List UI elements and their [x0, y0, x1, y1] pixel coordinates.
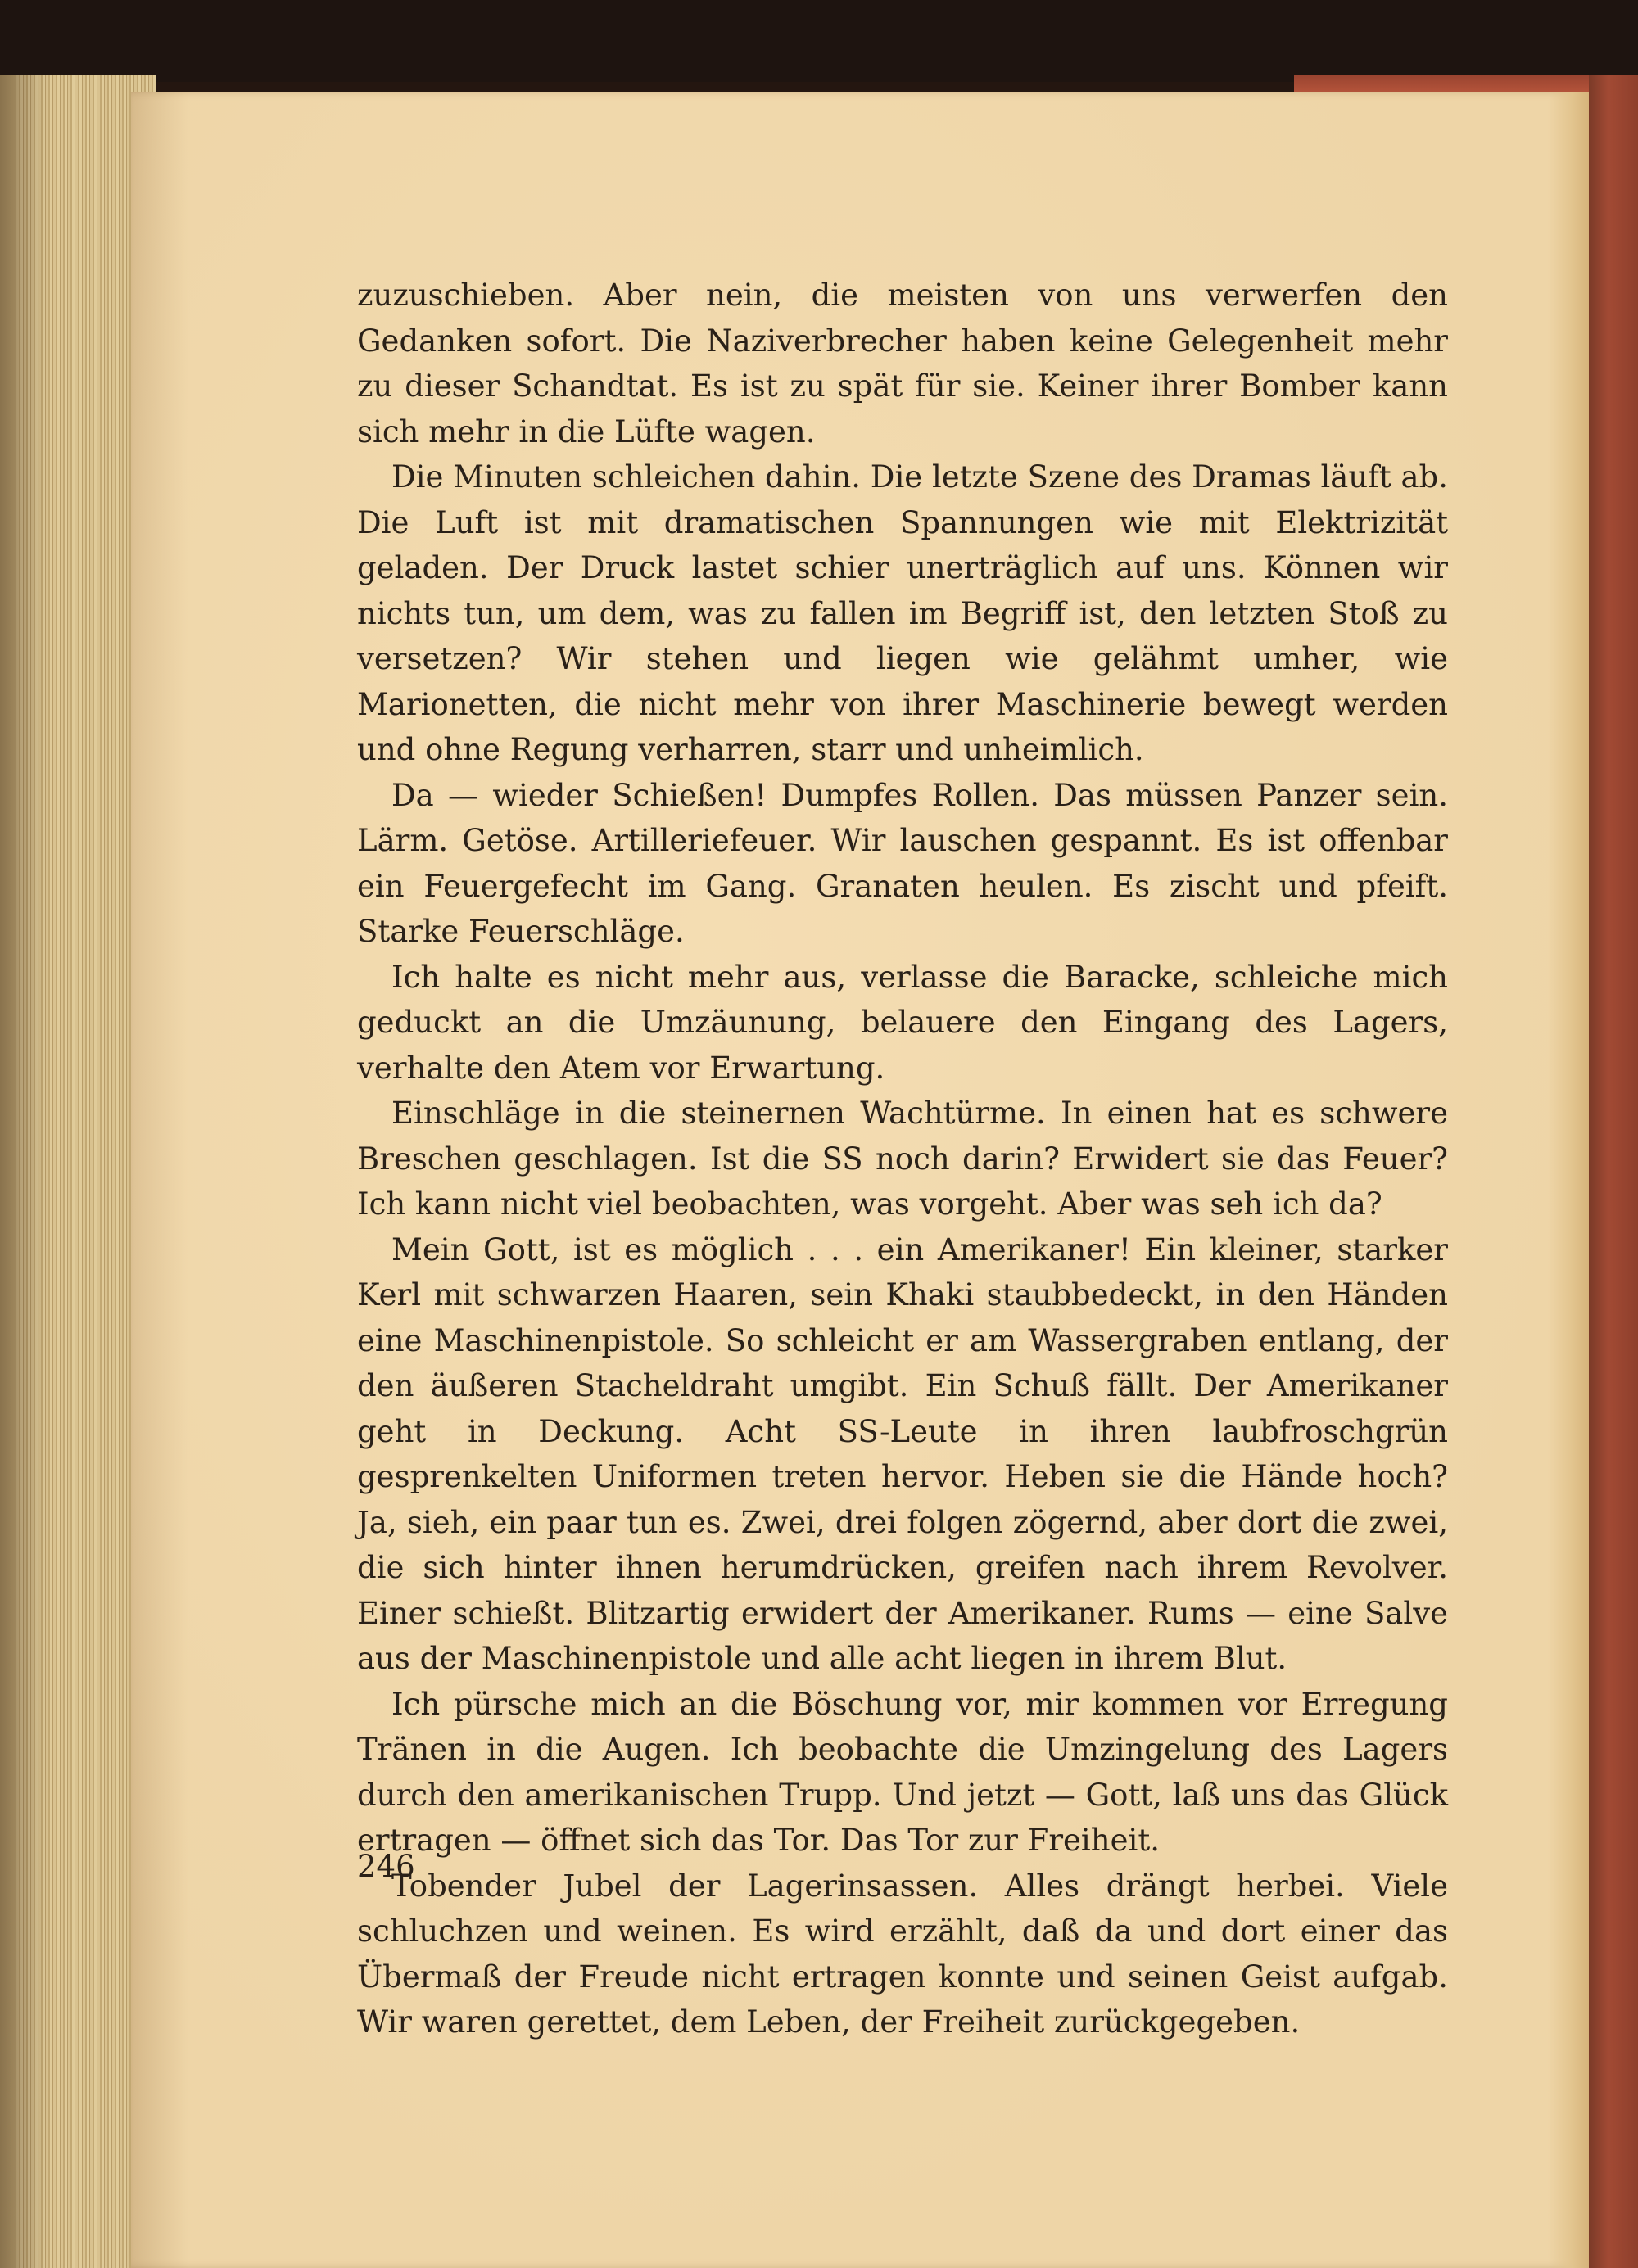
background — [0, 0, 1638, 82]
page-edges-shadow — [0, 75, 49, 2268]
paragraph: Einschläge in die steinernen Wachtürme. In einen hat es schwere Breschen geschlagen. Ist die SS noch darin? Erwidert sie das Feuer? Ich kann nicht viel beobachten, was vorgeht. Aber was seh ich da? — [357, 1096, 1448, 1222]
paragraph: Ich pürsche mich an die Böschung vor, mir kommen vor Erregung Tränen in die Augen. Ich beobachte die Umzingelung des Lagers durch den amerikanischen Trupp. Und jetzt — Gott, laß uns das Glück ertragen — öffnet sich das Tor. Das Tor zur Freiheit. — [357, 1686, 1448, 1858]
body-text — [357, 273, 1448, 2045]
page-number: 246 — [357, 1849, 415, 1884]
paragraph: Tobender Jubel der Lagerinsassen. Alles drängt herbei. Viele schluchzen und weinen. Es wird erzählt, daß da und dort einer das Übermaß der Freude nicht ertragen konnte und seinen Geist aufgab. Wir waren gerettet, dem Leben, der Freiheit zurückgegeben. — [357, 1868, 1448, 2040]
paragraph: Ich halte es nicht mehr aus, verlasse die Baracke, schleiche mich geduckt an die Umzäunung, belauere den Eingang des Lagers, verhalte den Atem vor Erwartung. — [357, 959, 1448, 1086]
page-fold — [1548, 92, 1589, 2268]
paragraph: Da — wieder Schießen! Dumpfes Rollen. Das müssen Panzer sein. Lärm. Getöse. Artilleriefeuer. Wir lauschen gespannt. Es ist offenbar ein Feuergefecht im Gang. Granaten heulen. Es zischt und pfeift. Starke Feuerschläge. — [357, 777, 1448, 949]
paragraph: Die Minuten schleichen dahin. Die letzte Szene des Dramas läuft ab. Die Luft ist mit dramatischen Spannungen wie mit Elektrizität geladen. Der Druck lastet schier unerträglich auf uns. Können wir nichts tun, um dem, was zu fallen im Begriff ist, den letzten Stoß zu versetzen? Wir stehen und liegen wie gelähmt umher, wie Marionetten, die nicht mehr von ihrer Maschinerie bewegt werden und ohne Regung verharren, starr und unheimlich. — [357, 459, 1448, 767]
paragraph: zuzuschieben. Aber nein, die meisten von uns verwerfen den Gedanken sofort. Die Naziverbrecher haben keine Gelegenheit mehr zu dieser Schandtat. Es ist zu spät für sie. Keiner ihrer Bomber kann sich mehr in die Lüfte wagen. — [357, 278, 1448, 450]
book-cover-edge — [1589, 75, 1638, 2268]
paragraph: Mein Gott, ist es möglich . . . ein Amerikaner! Ein kleiner, starker Kerl mit schwarzen Haaren, sein Khaki staubbedeckt, in den Händen eine Maschinenpistole. So schleicht er am Wassergraben entlang, der den äußeren Stacheldraht umgibt. Ein Schuß fällt. Der Amerikaner geht in Deckung. Acht SS-Leute in ihren laubfroschgrün gesprenkelten Uniformen treten hervor. Heben sie die Hände hoch? Ja, sieh, ein paar tun es. Zwei, drei folgen zögernd, aber dort die zwei, die sich hinter ihnen herumdrücken, greifen nach ihrem Revolver. Einer schießt. Blitzartig erwidert der Amerikaner. Rums — eine Salve aus der Maschinenpistole und alle acht liegen in ihrem Blut. — [357, 1231, 1448, 1676]
